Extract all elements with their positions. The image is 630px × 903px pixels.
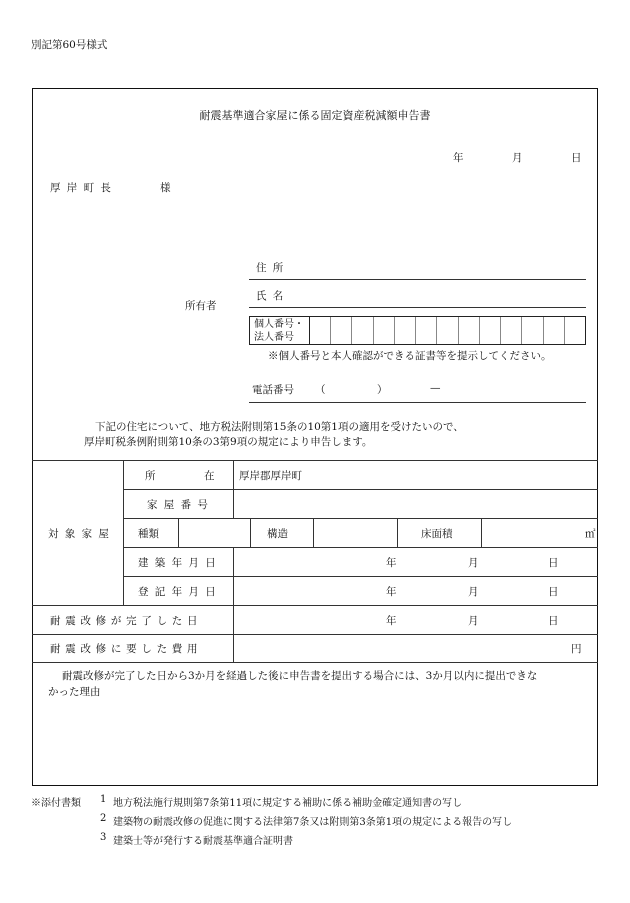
personal-number-grid[interactable] [249,316,586,345]
attachment-text: 建築物の耐震改修の促進に関する法律第7条又は附則第3条第1項の規定による報告の写し [113,817,513,828]
col-line [178,518,179,547]
addressee-mayor: 厚岸町長 [50,182,118,194]
completed-day: 日 [548,615,559,627]
address-line[interactable] [249,279,586,280]
addressee-honorific: 様 [160,182,171,194]
number-cell[interactable] [416,317,437,344]
statement-line-2: 厚岸町税条例附則第10条の3第9項の規定により申告します。 [84,436,373,448]
registered-month: 月 [468,586,479,598]
col-line [250,518,251,547]
number-cell[interactable] [374,317,395,344]
date-year: 年 [453,152,464,164]
phone-line[interactable] [249,402,586,403]
retrofit-cost-unit: 円 [571,643,582,655]
registered-year: 年 [386,586,397,598]
row-line [32,634,598,635]
floor-area-label: 床面積 [421,528,453,540]
attachments-label: ※添付書類 [31,798,81,809]
phone-dash: — [430,382,441,394]
row-line [123,547,598,548]
floor-area-unit: ㎡ [585,528,596,540]
owner-address-label: 住所 [256,262,290,274]
number-cell[interactable] [352,317,373,344]
built-year: 年 [386,557,397,569]
attachment-no: 2 [100,813,107,824]
name-line[interactable] [249,307,586,308]
number-cell[interactable] [565,317,585,344]
table-top-line [32,460,598,461]
structure-label: 構造 [267,528,288,540]
location-label-2: 在 [204,470,215,482]
number-cell[interactable] [459,317,480,344]
col-line [481,518,482,547]
row-line [32,662,598,663]
late-reason-line-2: かった理由 [48,686,101,698]
owner-name-label: 氏名 [256,290,290,302]
late-reason-line-1: 耐震改修が完了した日から3か月を経過した後に申告書を提出する場合には、3か月以内に提出できな [62,670,538,682]
number-cell[interactable] [331,317,352,344]
attachment-no: 3 [100,832,107,843]
date-day: 日 [571,152,582,164]
attachment-text: 地方税法施行規則第7条第11項に規定する補助に係る補助金確定通知書の写し [113,798,463,809]
attachment-no: 1 [100,794,107,805]
col-line [123,460,124,605]
built-date-label: 建築年月日 [138,557,222,569]
row-line [32,605,598,606]
owner-label: 所有者 [185,300,217,312]
corporate-number-label: 法人番号 [254,332,294,343]
col-line [313,518,314,547]
personal-number-note: ※個人番号と本人確認ができる証書等を提示してください。 [268,350,552,362]
number-cell[interactable] [522,317,543,344]
completed-month: 月 [468,615,479,627]
row-line [123,518,598,519]
date-month: 月 [512,152,523,164]
row-line [123,576,598,577]
retrofit-cost-label: 耐震改修に要した費用 [50,643,203,655]
statement-line-1: 下記の住宅について、地方税法附則第15条の10第1項の適用を受けたいので、 [95,421,464,433]
house-number-label: 家屋番号 [147,499,215,511]
registered-day: 日 [548,586,559,598]
number-cell[interactable] [395,317,416,344]
registered-date-label: 登記年月日 [138,586,222,598]
phone-label: 電話番号 [252,384,294,396]
col-line [233,460,234,518]
col-line [397,518,398,547]
built-month: 月 [468,557,479,569]
property-section-label: 対象家屋 [48,528,116,540]
location-label-1: 所 [145,470,156,482]
phone-close-paren: ） [377,384,388,396]
number-cell[interactable] [310,317,331,344]
completed-year: 年 [386,615,397,627]
col-line [233,547,234,662]
retrofit-completed-label: 耐震改修が完了した日 [50,615,203,627]
number-cell[interactable] [501,317,522,344]
form-id: 別記第60号様式 [31,39,108,51]
location-value[interactable]: 厚岸郡厚岸町 [239,470,302,482]
row-line [123,489,598,490]
form-title: 耐震基準適合家屋に係る固定資産税減額申告書 [199,109,431,122]
phone-open-paren: （ [315,384,326,396]
personal-number-label [250,317,310,344]
number-cell[interactable] [544,317,565,344]
personal-number-label-1: 個人番号・ [254,319,304,330]
type-label: 種類 [138,528,159,540]
number-cell[interactable] [437,317,458,344]
built-day: 日 [548,557,559,569]
attachment-text: 建築士等が発行する耐震基準適合証明書 [113,836,293,847]
number-cell[interactable] [480,317,501,344]
